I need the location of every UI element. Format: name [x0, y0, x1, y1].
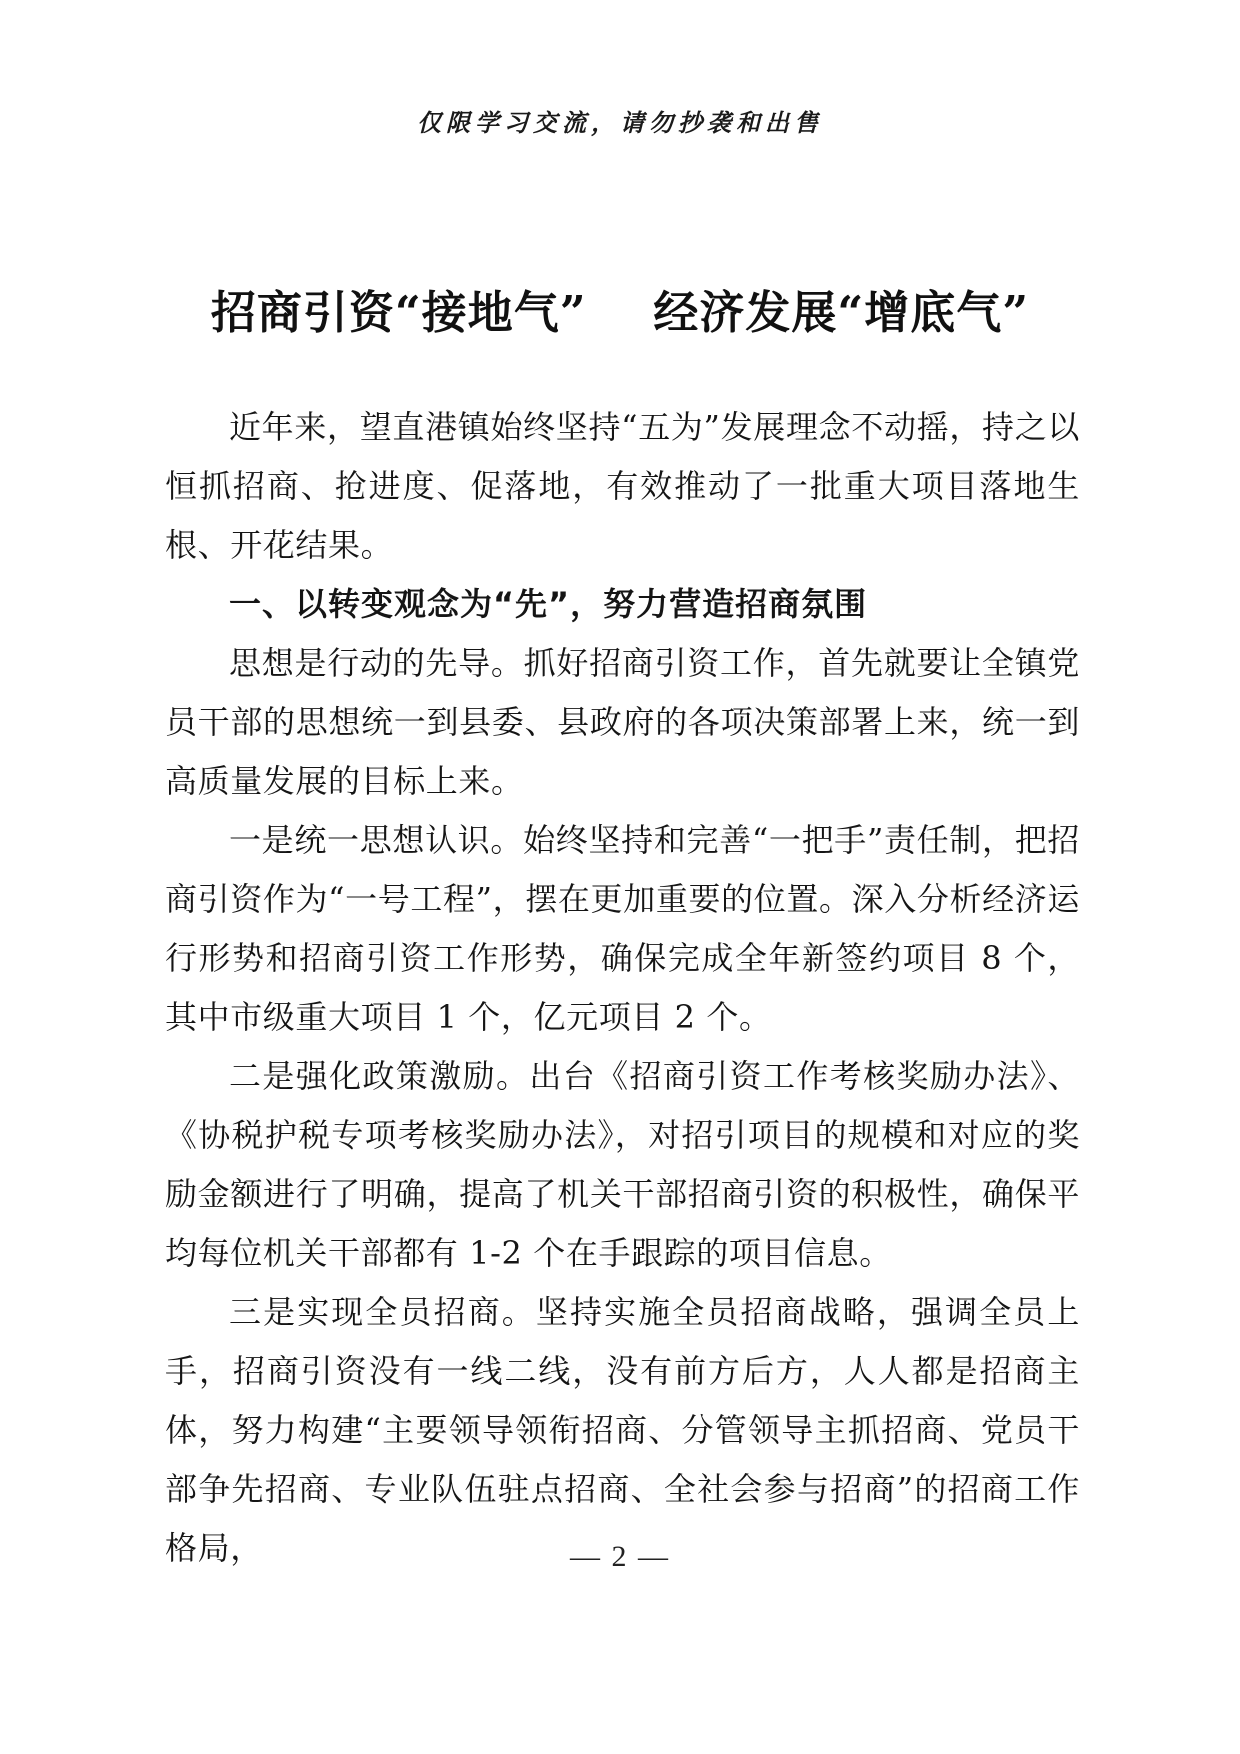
paragraph-point-2 [165, 1047, 1080, 1283]
document-title: 招商引资“接地气” 经济发展“增底气” [210, 286, 1030, 339]
paragraph-text: 始终坚持和完善“一把手”责任制，把招商引资作为“一号工程”，摆在更加重要的位置。深入分析经济运行形势和招商引资工作形势，确保完成全年新签约项目 8 个，其中市级重大项目 1 个，亿元项目 2 个。 [165, 821, 1080, 1036]
page-number: — 2 — [570, 1540, 670, 1573]
paragraph-lead: 二是强化政策激励。 [229, 1057, 530, 1095]
section-heading: 一、以转变观念为“先”，努力营造招商氛围 [229, 585, 868, 623]
paragraph-text: 思想是行动的先导。抓好招商引资工作，首先就要让全镇党员干部的思想统一到县委、县政府的各项决策部署上来，统一到高质量发展的目标上来。 [165, 644, 1080, 800]
paragraph-intro [165, 398, 1080, 575]
paragraph-section-intro [165, 634, 1080, 811]
paragraph-lead: 三是实现全员招商。 [229, 1293, 536, 1331]
paragraph-text: 坚持实施全员招商战略，强调全员上手，招商引资没有一线二线，没有前方后方，人人都是招商主体，努力构建“主要领导领衔招商、分管领导主抓招商、党员干部争先招商、专业队伍驻点招商、全社会参与招商”的招商工作格局， [165, 1293, 1080, 1567]
paragraph-text: 出台《招商引资工作考核奖励办法》、《协税护税专项考核奖励办法》，对招引项目的规模和对应的奖励金额进行了明确，提高了机关干部招商引资的积极性，确保平均每位机关干部都有 1-2 个在手跟踪的项目信息。 [165, 1057, 1081, 1272]
header-disclaimer: 仅限学习交流，请勿抄袭和出售 [417, 109, 823, 137]
document-body [165, 398, 1080, 1578]
paragraph-point-3 [165, 1283, 1080, 1578]
paragraph-text: 近年来，望直港镇始终坚持“五为”发展理念不动摇，持之以恒抓招商、抢进度、促落地，有效推动了一批重大项目落地生根、开花结果。 [165, 408, 1080, 564]
paragraph-point-1 [165, 811, 1080, 1047]
paragraph-lead: 一是统一思想认识。 [229, 821, 524, 859]
